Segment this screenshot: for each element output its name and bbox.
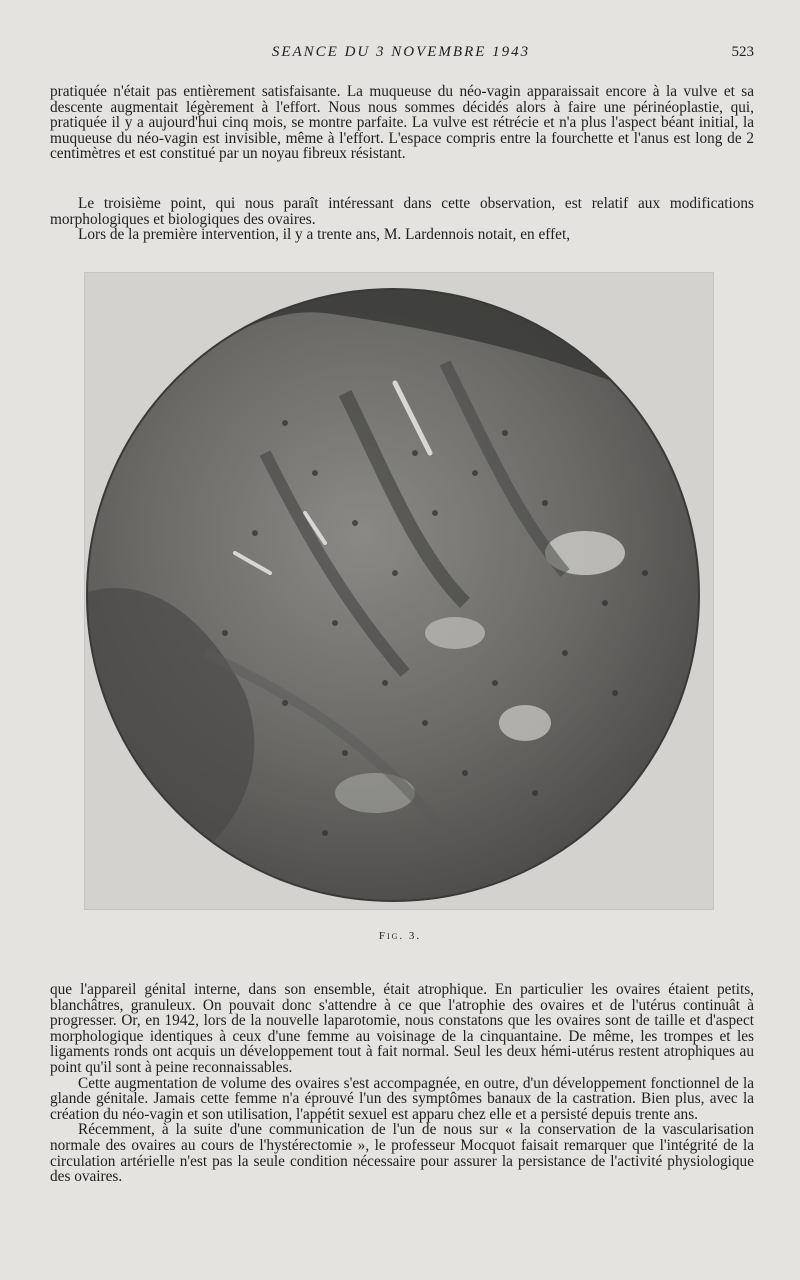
- micrograph-image: [84, 272, 714, 910]
- paragraph: que l'appareil génital interne, dans son ensemble, était atrophique. En particulier les ovaires étaient petits, blanchâtres, granuleux. On pouvait donc s'attendre à ce que l'atrophie des ovaires et de l'utérus continuât à progresser. Or, en 1942, lors de la nouvelle laparotomie, nous constatons que les ovaires sont de taille et d'aspect morphologique identiques à ceux d'une femme au voisinage de la cinquantaine. De même, les trompes et les ligaments ronds ont acquis un développement tout à fait normal. Seul les deux hémi-utérus restent atrophiques au point qu'il sont à peine reconnaissables.: [50, 981, 754, 1076]
- figure-caption: Fig. 3.: [378, 930, 422, 942]
- text-block-top: [50, 84, 754, 162]
- paragraph: Le troisième point, qui nous paraît intéressant dans cette observation, est relatif aux modifications morphologiques et biologiques des ovaires.: [50, 195, 754, 228]
- paragraph: Lors de la première intervention, il y a trente ans, M. Lardennois notait, en effet,: [78, 226, 571, 244]
- running-head: SEANCE DU 3 NOVEMBRE 1943: [271, 44, 531, 60]
- page-header: [48, 44, 754, 66]
- text-block-bottom: [50, 982, 754, 1185]
- paragraph: Cette augmentation de volume des ovaires s'est accompagnée, en outre, d'un développement fonctionnel de la glande génitale. Jamais cette femme n'a éprouvé l'un des symptômes banaux de la castration. Bien plus, avec la création du néo-vagin et son utilisation, l'appétit sexuel est apparu chez elle et a persisté depuis trente ans.: [50, 1074, 754, 1123]
- paragraph: pratiquée n'était pas entièrement satisfaisante. La muqueuse du néo-vagin apparaissait encore à la vulve et sa descente augmentait légèrement à l'effort. Nous nous sommes décidés alors à faire une périnéoplastie, qui, pratiquée il y a aujourd'hui cinq mois, se montre parfaite. La vulve est rétrécie et n'a plus l'aspect béant initial, la muqueuse du néo-vagin est invisible, même à l'effort. L'espace compris entre la fourchette et l'anus est long de 2 centimètres et est constitué par un noyau fibreux résistant.: [50, 83, 754, 163]
- text-block-middle: [50, 196, 754, 243]
- paragraph: Récemment, à la suite d'une communication de l'un de nous sur « la conservation de la vascularisation normale des ovaires au cours de l'hystérectomie », le professeur Mocquot faisait remarquer que l'intégrité de la circulation artérielle n'est pas la seule condition nécessaire pour assurer la persistance de l'activité physiologique des ovaires.: [50, 1121, 754, 1186]
- page-number: 523: [731, 44, 754, 60]
